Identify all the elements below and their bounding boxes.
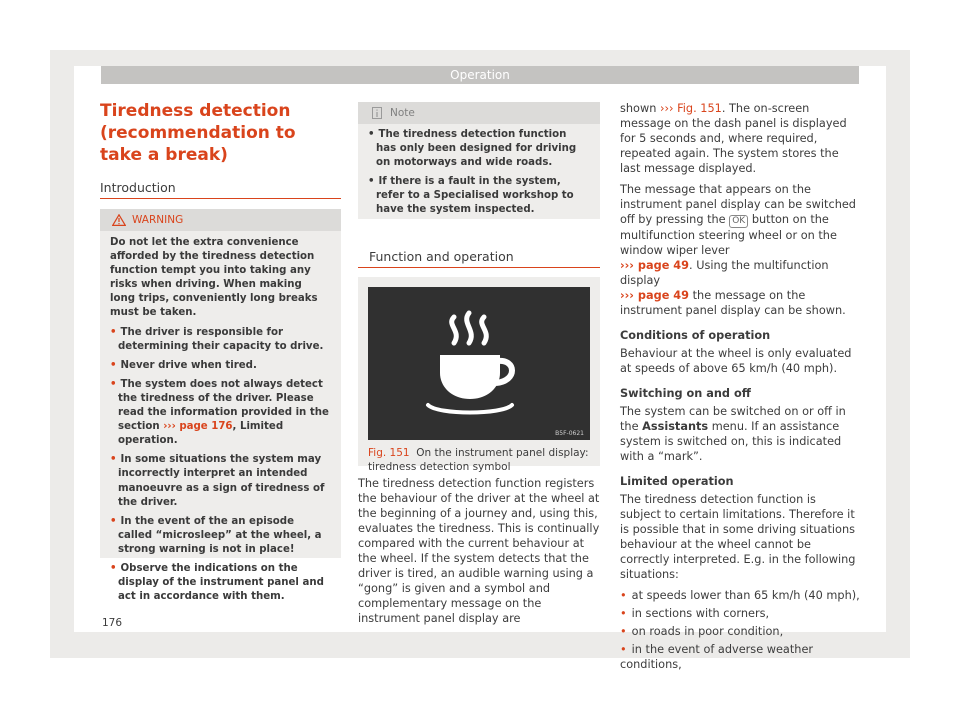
function-paragraph: The tiredness detection function registers the behaviour of the driver at the wheel at the beginning of a journey and, using this, evaluates the tiredness. This is continually compared with the current behaviour at the wheel. If the system detects that the driver is tired, an audible warning using a “gong” is given and a symbol and complementary message on the instrument panel display are (358, 477, 600, 625)
section-rule (100, 198, 341, 199)
warning-bullet: • Never drive when tired. (110, 359, 257, 371)
info-icon (370, 107, 384, 119)
note-bullet: • If there is a fault in the system, refer to a Specialised workshop to have the system inspected. (368, 176, 574, 216)
paragraph: The system can be switched on or off in the Assistants menu. If an assistance system is switched on, this is indicated with a “mark”. (620, 405, 846, 463)
note-label: Note (390, 107, 415, 119)
instrument-display-image (368, 287, 590, 440)
subheading-conditions: Conditions of operation (620, 329, 771, 342)
warning-bullet: • The driver is responsible for determining their capacity to drive. (110, 326, 324, 352)
figure-code: B5F-0621 (555, 430, 584, 437)
list-item: • on roads in poor condition, (620, 625, 784, 638)
page-reference-link[interactable]: ››› page 49 (620, 289, 690, 302)
figure-reference-link[interactable]: ››› Fig. 151 (659, 102, 722, 115)
note-box (358, 102, 600, 219)
figure-box (358, 277, 600, 473)
title-text: Tiredness detection (recommendation to take a break) (100, 101, 296, 165)
paragraph: The message that appears on the instrument panel display can be switched off by pressing the OK button on the multifunction steering wheel or on the window wiper lever ››› page 49. Using the multifunction display ››› page 49 the message on the instrument panel display can be shown. (620, 183, 856, 317)
section-subtitle: Introduction (100, 180, 176, 195)
page-header: Operation (101, 66, 859, 84)
ok-button-symbol: OK (729, 215, 748, 228)
paragraph: shown ››› Fig. 151. The on-screen message on the dash panel is displayed for 5 seconds and, where required, repeated again. The system stores the last message displayed. (620, 102, 847, 175)
note-bullet: • The tiredness detection function has only been designed for driving on motorways and wide roads. (368, 129, 577, 169)
note-body (368, 128, 588, 223)
list-item: • in sections with corners, (620, 607, 770, 620)
coffee-cup-icon (368, 287, 590, 440)
warning-body (110, 236, 329, 609)
paragraph: Behaviour at the wheel is only evaluated at speeds of above 65 km/h (40 mph). (620, 347, 852, 375)
warning-intro: Do not let the extra convenience afforded by the tiredness detection function tempt you into taking any risks when driving. When making long trips, conveniently long breaks must be taken. (110, 237, 318, 319)
list-item: • at speeds lower than 65 km/h (40 mph), (620, 589, 860, 602)
note-header (358, 102, 600, 124)
list-item: • in the event of adverse weather conditions, (620, 643, 814, 671)
figure-caption: Fig. 151 On the instrument panel display: tiredness detection symbol (368, 447, 589, 473)
warning-bullet: • In some situations the system may incorrectly interpret an intended manoeuvre as a sign of tiredness of the driver. (110, 454, 325, 508)
warning-label: WARNING (132, 214, 184, 226)
subheading-switching: Switching on and off (620, 387, 751, 400)
warning-bullet: • The system does not always detect the tiredness of the driver. Please read the information provided in the section ››› page 176, Limited operation. (110, 378, 329, 447)
subheading-limited: Limited operation (620, 475, 734, 488)
warning-triangle-icon (112, 214, 126, 226)
warning-bullet: • Observe the indications on the display of the instrument panel and act in accordance with them. (110, 562, 324, 603)
page-reference-link[interactable]: ››› page 49 (620, 259, 690, 272)
warning-box (100, 209, 341, 603)
warning-header (100, 209, 341, 231)
paragraph: The tiredness detection function is subject to certain limitations. Therefore it is possible that in some driving situations behaviour at the wheel cannot be correctly interpreted. E.g. in the following situations: (620, 493, 856, 581)
warning-bullet: • In the event of the an episode called “microsleep” at the wheel, a strong warning is not in place! (110, 515, 322, 555)
section-heading: Function and operation (369, 249, 514, 264)
page-reference-link[interactable]: ››› page 176 (163, 421, 233, 433)
section-rule (358, 267, 600, 268)
right-column-text (620, 101, 860, 675)
page-title (100, 100, 335, 166)
page-number: 176 (102, 617, 123, 629)
